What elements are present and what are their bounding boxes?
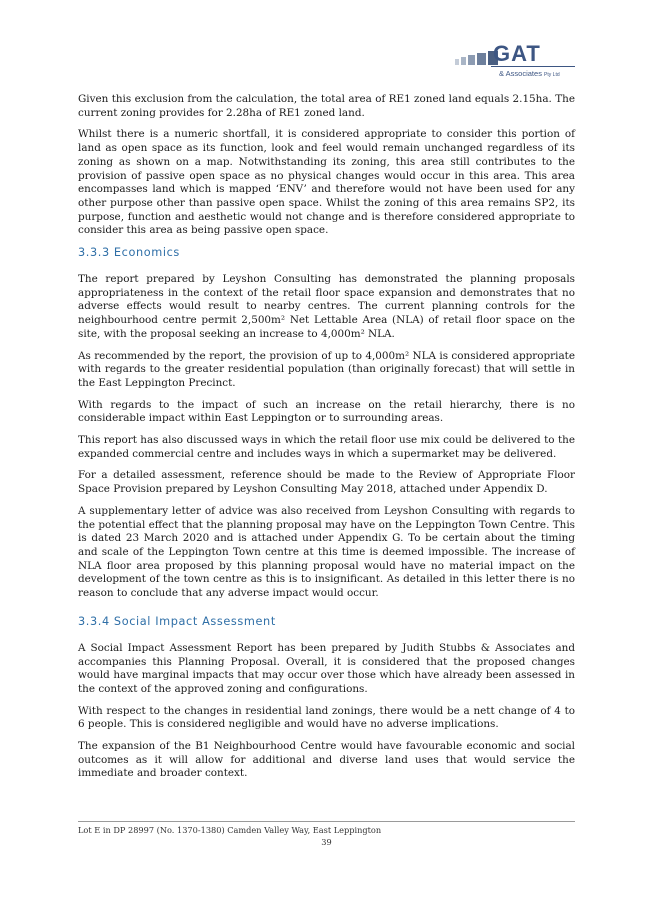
paragraph: The report prepared by Leyshon Consulting has demonstrated the planning proposals appropriateness in the context of the retail floor space expansion and demonstrates that no adverse effects would result to nearby centres. The current planning controls for the neighbourhood centre permit 2,500m² Net Lettable Area (NLA) of retail floor space on the site, with the proposal seeking an increase to 4,000m² NLA. — [78, 273, 575, 340]
paragraph: Whilst there is a numeric shortfall, it is considered appropriate to consider this portion of land as open space as its function, look and feel would remain unchanged regardless of its zoning as shown on a map. Notwithstanding its zoning, this area still contributes to the provision of passive open space as no physical changes would occur in this area. This area encompasses land which is mapped ‘ENV’ and therefore would not have been used for any other purpose other than passive open space. Whilst the zoning of this area remains SP2, its purpose, function and aesthetic would not change and is therefore considered appropriate to consider this area as being passive open space. — [78, 128, 575, 237]
logo-main-text: GAT — [493, 41, 541, 66]
section-heading-social-impact: 3.3.4 Social Impact Assessment — [78, 614, 276, 628]
company-logo — [455, 41, 575, 83]
paragraph: The expansion of the B1 Neighbourhood Centre would have favourable economic and social outcomes as it will allow for additional and diverse land uses that would service the immediate and broader context. — [78, 740, 575, 780]
paragraph: As recommended by the report, the provision of up to 4,000m² NLA is considered appropriate with regards to the greater residential population (than originally forecast) that will settle in the East Leppington Precinct. — [78, 349, 575, 389]
logo-sub-text: & Associates — [499, 69, 542, 78]
paragraph: For a detailed assessment, reference should be made to the Review of Appropriate Floor Space Provision prepared by Leyshon Consulting May 2018, attached under Appendix D. — [78, 469, 575, 496]
footer-address: Lot E in DP 28997 (No. 1370-1380) Camden Valley Way, East Leppington — [78, 825, 382, 835]
logo-subtitle — [499, 69, 560, 78]
page-number: 39 — [321, 837, 332, 847]
paragraph: A supplementary letter of advice was also received from Leyshon Consulting with regards to the potential effect that the planning proposal may have on the Leppington Town Centre. This is dated 23 March 2020 and is attached under Appendix G. To be certain about the timing and scale of the Leppington Town centre at this time is deemed impossible. The increase of NLA floor area proposed by this planning proposal would have no material impact on the development of the town centre as this is to insignificant. As detailed in this letter there is no reason to conclude that any adverse impact would occur. — [78, 504, 575, 600]
paragraph: This report has also discussed ways in which the retail floor use mix could be delivered to the expanded commercial centre and includes ways in which a supermarket may be delivered. — [78, 434, 575, 460]
paragraph: With regards to the impact of such an increase on the retail hierarchy, there is no considerable impact within East Leppington or to surrounding areas. — [78, 398, 575, 425]
paragraph: Given this exclusion from the calculation, the total area of RE1 zoned land equals 2.15ha. The current zoning provides for 2.28ha of RE1 zoned land. — [78, 93, 575, 119]
logo-bars-icon — [455, 51, 498, 65]
section-heading-economics: 3.3.3 Economics — [78, 246, 180, 260]
paragraph: With respect to the changes in residential land zonings, there would be a nett change of 4 to 6 people. This is considered negligible and would have no adverse implications. — [78, 704, 575, 731]
footer-divider — [78, 821, 575, 822]
body-content — [78, 93, 575, 789]
logo-pty-text: Pty Ltd — [544, 72, 560, 78]
paragraph: A Social Impact Assessment Report has been prepared by Judith Stubbs & Associates and accompanies this Planning Proposal. Overall, it is considered that the proposed changes would have marginal impacts that may occur over those which have already been assessed in the context of the approved zoning and configurations. — [78, 641, 575, 695]
logo-divider — [491, 66, 575, 67]
